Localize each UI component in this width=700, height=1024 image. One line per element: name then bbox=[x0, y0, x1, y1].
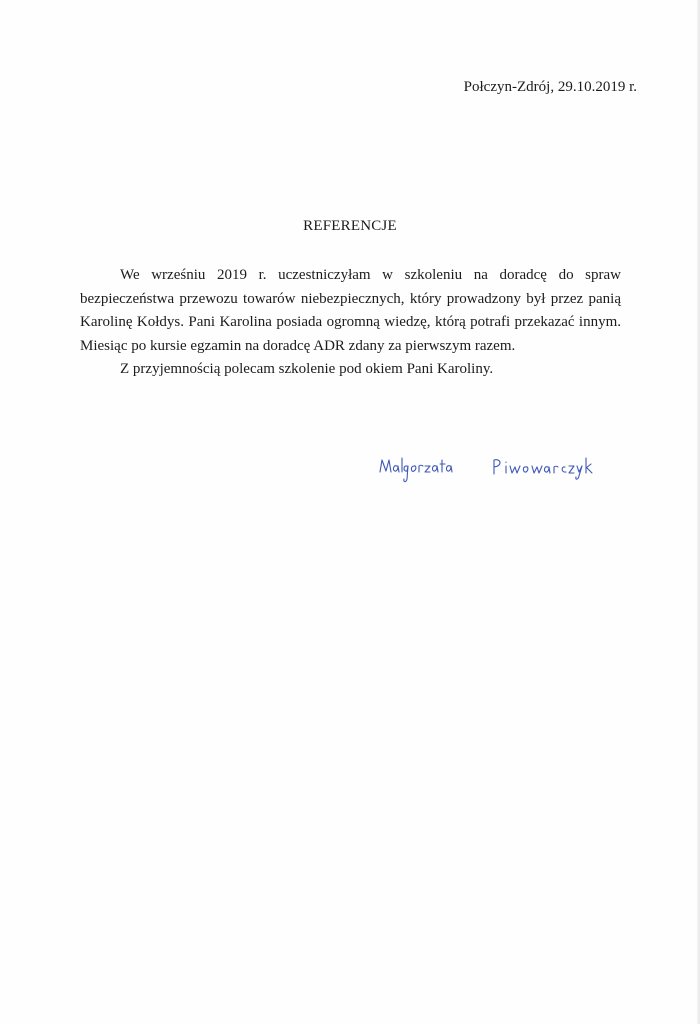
body-paragraph-1: We wrześniu 2019 r. uczestniczyłam w szkoleniu na doradcę do spraw bezpieczeństwa przewozu towarów niebezpiecznych, który prowadzony był przez panią Karolinę Kołdys. Pani Karolina posiada ogromną wiedzę, którą potrafi przekazać innym. Miesiąc po kursie egzamin na doradcę ADR zdany za pierwszym razem. bbox=[80, 267, 621, 354]
place-and-date: Połczyn-Zdrój, 29.10.2019 r. bbox=[463, 79, 637, 95]
document-title: REFERENCJE bbox=[303, 218, 397, 234]
handwritten-signature bbox=[376, 452, 606, 492]
body-paragraph-2: Z przyjemnością polecam szkolenie pod okiem Pani Karoliny. bbox=[120, 361, 494, 377]
letter-body bbox=[80, 264, 621, 382]
